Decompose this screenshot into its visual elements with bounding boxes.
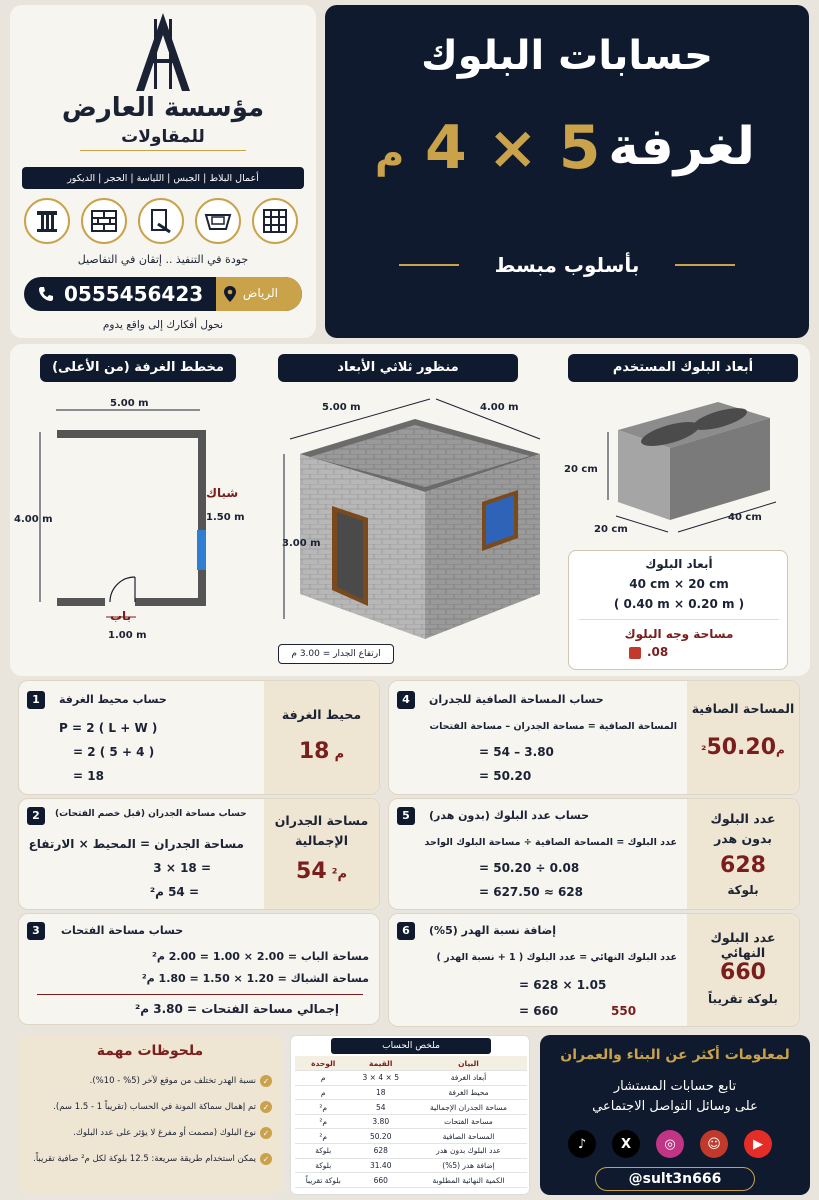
service-gypsum: الجبس	[173, 172, 201, 184]
calc-5-number: 5	[397, 807, 415, 825]
calc-6-side-value: 660	[720, 960, 766, 985]
service-stone: الحجر	[104, 172, 128, 184]
snapchat-icon[interactable]: ☺	[700, 1130, 728, 1158]
title-unit: م	[375, 131, 405, 177]
note-item	[73, 1127, 272, 1139]
block-dims-m: ( 0.40 m × 0.20 m )	[613, 597, 745, 611]
summary-header: القيمة	[352, 1056, 410, 1071]
check-icon: ✓	[260, 1075, 272, 1087]
table-cell: م²	[295, 1114, 352, 1129]
calc-1-title: حساب محيط الغرفة	[59, 693, 167, 706]
table-cell: المساحة الصافية	[410, 1129, 527, 1144]
summary-header: البيان	[410, 1056, 527, 1071]
title-card	[325, 5, 809, 338]
social-handle[interactable]: @sult3n666	[595, 1167, 755, 1191]
instagram-icon[interactable]: ◎	[656, 1130, 684, 1158]
x-icon[interactable]: X	[612, 1130, 640, 1158]
divider	[37, 994, 363, 995]
calc-step-3	[18, 913, 380, 1025]
block-height-label: 20 cm	[564, 464, 598, 475]
plan-window-dim: 1.50 m	[206, 512, 245, 523]
calc-5-line-2: = 50.20 ÷ 0.08	[479, 861, 580, 875]
summary-header: الوحدة	[295, 1056, 352, 1071]
calc-4-summary	[687, 681, 799, 794]
calc-1-summary	[264, 681, 379, 794]
calc-step-5	[388, 798, 800, 910]
calc-3-title: حساب مساحة الفتحات	[61, 924, 184, 937]
calc-6-line-1: عدد البلوك النهائي = عدد البلوك ( 1 + نسبة الهدر )	[436, 952, 677, 963]
table-cell: 660	[352, 1173, 410, 1188]
table-row	[295, 1100, 527, 1115]
block-dims-cm: 40 cm × 20 cm	[629, 577, 729, 591]
service-decor: الديكور	[67, 172, 96, 184]
calc-3-number: 3	[27, 922, 45, 940]
table-cell: أبعاد الغرفة	[410, 1071, 527, 1086]
block-dims-box	[568, 550, 788, 670]
table-cell: 3.80	[352, 1114, 410, 1129]
calc-2-line-3: = 54 م²	[149, 885, 199, 899]
calc-2-side-unit: م²	[331, 867, 347, 882]
note-text: نسبة الهدر تختلف من موقع لآخر (5% - 10%).	[89, 1076, 256, 1086]
calc-6-number: 6	[397, 922, 415, 940]
calc-1-line-1: P = 2 ( L + W )	[59, 721, 158, 735]
calc-6-summary	[687, 914, 799, 1026]
table-cell: م	[295, 1085, 352, 1100]
calc-5-line-3: = 627.50 ≈ 628	[479, 885, 583, 899]
title-subtitle: بأسلوب مبسط	[494, 253, 640, 277]
calc-5-title: حساب عدد البلوك (بدون هدر)	[429, 809, 590, 822]
calc-4-line-1: المساحة الصافية = مساحة الجدران – مساحة الفتحات	[429, 721, 677, 732]
calc-3-line-1: مساحة الباب = 2.00 × 1.00 = 2.00 م²	[152, 950, 369, 963]
calc-step-4	[388, 680, 800, 795]
calc-2-line-1: مساحة الجدران = المحيط × الارتفاع	[28, 837, 244, 851]
calc-4-line-3: = 50.20	[479, 769, 532, 783]
table-cell: 18	[352, 1085, 410, 1100]
block-length-label: 40 cm	[728, 512, 762, 523]
note-text: تم إهمال سماكة المونة في الحساب (تقريباً 1 - 1.5 سم).	[53, 1102, 256, 1112]
plan-window	[197, 530, 206, 570]
summary-title: ملخص الحساب	[331, 1038, 491, 1054]
calc-1-side-unit: م	[334, 747, 345, 762]
calc-6-side-unit: بلوكة تقريباً	[708, 992, 778, 1006]
table-row	[295, 1144, 527, 1159]
calc-6-line-3: = 660	[519, 1004, 559, 1018]
calc-2-title: حساب مساحة الجدران (قبل خصم الفتحات)	[55, 809, 247, 819]
table-row	[295, 1071, 527, 1086]
notes-panel	[18, 1035, 282, 1193]
table-cell: 31.40	[352, 1158, 410, 1173]
plastering-icon	[138, 198, 184, 244]
view3d-title: منظور ثلاثي الأبعاد	[278, 354, 518, 382]
check-icon: ✓	[260, 1127, 272, 1139]
block-title: أبعاد البلوك المستخدم	[568, 354, 798, 382]
phone-number[interactable]: 0555456423	[64, 282, 204, 306]
table-row	[295, 1085, 527, 1100]
calc-2-side-value: 54	[296, 859, 327, 884]
plan-title: مخطط الغرفة (من الأعلى)	[40, 354, 236, 382]
table-cell: م²	[295, 1129, 352, 1144]
table-cell: مساحة الجدران الإجمالية	[410, 1100, 527, 1115]
calc-1-side-label: محيط الغرفة	[281, 707, 362, 722]
calc-3-total: إجمالي مساحة الفتحات = 3.80 م²	[134, 1002, 339, 1016]
calc-1-line-3: = 18	[73, 769, 104, 783]
calc-2-line-2: = 18 × 3	[153, 861, 211, 875]
contact-pill	[24, 277, 302, 311]
social-title: لمعلومات أكثر عن البناء والعمران	[560, 1047, 790, 1063]
table-cell: 54	[352, 1100, 410, 1115]
table-cell: عدد البلوك بدون هدر	[410, 1144, 527, 1159]
view3d-height-label: 3.00 m	[282, 538, 321, 549]
table-cell: إضافة هدر (5%)	[410, 1158, 527, 1173]
table-row	[295, 1173, 527, 1188]
table-cell: بلوكة	[295, 1158, 352, 1173]
wall-height-note: ارتفاع الجدار = 3.00 م	[278, 644, 394, 664]
concrete-block	[570, 392, 810, 542]
services-bar: أعمال البلاط | الجبس | اللياسة | الحجر | الديكور	[22, 167, 304, 189]
note-text: نوع البلوك (مصمت أو مفرغ لا يؤثر على عدد البلوك.	[73, 1128, 256, 1138]
plan-depth-label: 4.00 m	[14, 514, 53, 525]
table-cell: م²	[295, 1100, 352, 1115]
block-depth-label: 20 cm	[594, 524, 628, 535]
brand-subtitle: للمقاولات	[121, 127, 205, 147]
social-line1: تابع حسابات المستشار	[613, 1079, 737, 1094]
calc-1-line-2: = 2 ( 5 + 4 )	[73, 745, 155, 759]
calc-3-line-2: مساحة الشباك = 1.20 × 1.50 = 1.80 م²	[141, 972, 369, 985]
basin-icon	[195, 198, 241, 244]
calc-6-line-2: = 628 × 1.05	[519, 978, 607, 992]
check-icon: ✓	[260, 1153, 272, 1165]
notes-title: ملحوظات مهمة	[96, 1043, 204, 1059]
plan-door-label: باب	[110, 609, 132, 623]
table-cell: بلوكة	[295, 1144, 352, 1159]
table-row	[295, 1129, 527, 1144]
table-cell: الكمية النهائية المطلوبة	[410, 1173, 527, 1188]
calc-4-side-value: 50.20	[706, 735, 777, 760]
tiktok-icon[interactable]: ♪	[568, 1130, 596, 1158]
brick-icon	[81, 198, 127, 244]
calc-5-line-1: عدد البلوك = المساحة الصافية ÷ مساحة البلوك الواحد	[424, 837, 677, 848]
calc-2-summary	[264, 799, 379, 909]
calc-5-side-unit: بلوكة	[727, 883, 759, 897]
calc-1-side-value: 18	[298, 739, 330, 764]
calc-6-side-label: عدد البلوك النهائي	[710, 930, 776, 960]
calc-1-number: 1	[27, 691, 45, 709]
calc-6-extra: 550	[611, 1004, 637, 1018]
brand-card	[10, 5, 316, 338]
service-tiles: أعمال البلاط	[209, 172, 259, 184]
phone-icon	[38, 286, 54, 302]
brand-logo	[130, 9, 196, 93]
calc-step-2	[18, 798, 380, 910]
check-icon: ✓	[260, 1101, 272, 1113]
calc-4-side-unit: م²	[701, 743, 785, 757]
unit-icon	[629, 647, 641, 659]
calc-4-title: حساب المساحة الصافية للجدران	[429, 693, 604, 706]
table-cell: 50.20	[352, 1129, 410, 1144]
plan-window-label: شباك	[206, 486, 239, 500]
location-text: الرياض	[242, 286, 278, 300]
face-area-value: .08	[647, 645, 669, 659]
calc-4-number: 4	[397, 691, 415, 709]
table-cell: مساحة الفتحات	[410, 1114, 527, 1129]
brand-slogan: جودة في التنفيذ .. إتقان في التفاصيل	[77, 253, 249, 266]
view3d-depth-label: 4.00 m	[480, 402, 519, 413]
table-row	[295, 1158, 527, 1173]
column-icon	[24, 198, 70, 244]
table-cell: م	[295, 1071, 352, 1086]
title-line1: حسابات البلوك	[421, 33, 713, 79]
calc-2-side-value-wrap	[264, 859, 379, 884]
plan-door-dim: 1.00 m	[108, 630, 147, 641]
face-area-title: مساحة وجه البلوك	[624, 627, 734, 641]
calc-4-side-label: المساحة الصافية	[691, 701, 795, 716]
calc-1-side-value-wrap	[264, 739, 379, 764]
tile-grid-icon	[252, 198, 298, 244]
diagram-panel	[10, 344, 810, 676]
table-row	[295, 1114, 527, 1129]
summary-header-row	[295, 1056, 527, 1071]
brand-tagline: نحول أفكارك إلى واقع يدوم	[102, 319, 224, 331]
room-3d-view	[270, 394, 550, 664]
brand-name: مؤسسة العارض	[61, 93, 265, 123]
plan-width-label: 5.00 m	[110, 398, 149, 409]
divider	[579, 619, 779, 620]
calc-4-line-2: = 54 – 3.80	[479, 745, 554, 759]
note-item	[33, 1153, 272, 1165]
service-plaster: اللياسة	[136, 172, 165, 184]
block-dims-title: أبعاد البلوك	[645, 557, 713, 571]
calc-step-1	[18, 680, 380, 795]
table-cell: 5 × 4 × 3	[352, 1071, 410, 1086]
calc-6-title: إضافة نسبة الهدر (5%)	[429, 924, 556, 937]
summary-table-panel	[290, 1035, 530, 1195]
calc-5-summary	[687, 799, 799, 909]
calc-4-side-value-wrap	[687, 735, 799, 760]
location-pin-icon	[224, 286, 236, 302]
note-item	[90, 1075, 272, 1087]
social-line2: على وسائل التواصل الاجتماعي	[592, 1099, 758, 1114]
calc-5-side-value: 628	[720, 853, 766, 878]
table-cell: محيط الغرفة	[410, 1085, 527, 1100]
view3d-width-label: 5.00 m	[322, 402, 361, 413]
youtube-icon[interactable]: ▶	[744, 1130, 772, 1158]
title-line2-prefix: لغرفة	[608, 117, 755, 177]
calc-2-side-label: مساحة الجدران الإجمالية	[274, 813, 369, 848]
calc-5-side-label: عدد البلوك بدون هدر	[710, 811, 776, 846]
note-item	[53, 1101, 272, 1113]
note-text: يمكن استخدام طريقة سريعة: 12.5 بلوكة لكل م² صافية تقريباً.	[33, 1154, 256, 1164]
title-dims: 4 × 5	[425, 113, 601, 183]
divider	[80, 150, 246, 151]
calc-step-6	[388, 913, 800, 1027]
social-panel	[540, 1035, 810, 1195]
table-cell: بلوكة تقريباً	[295, 1173, 352, 1188]
table-cell: 628	[352, 1144, 410, 1159]
calc-2-number: 2	[27, 807, 45, 825]
summary-table	[295, 1056, 527, 1188]
